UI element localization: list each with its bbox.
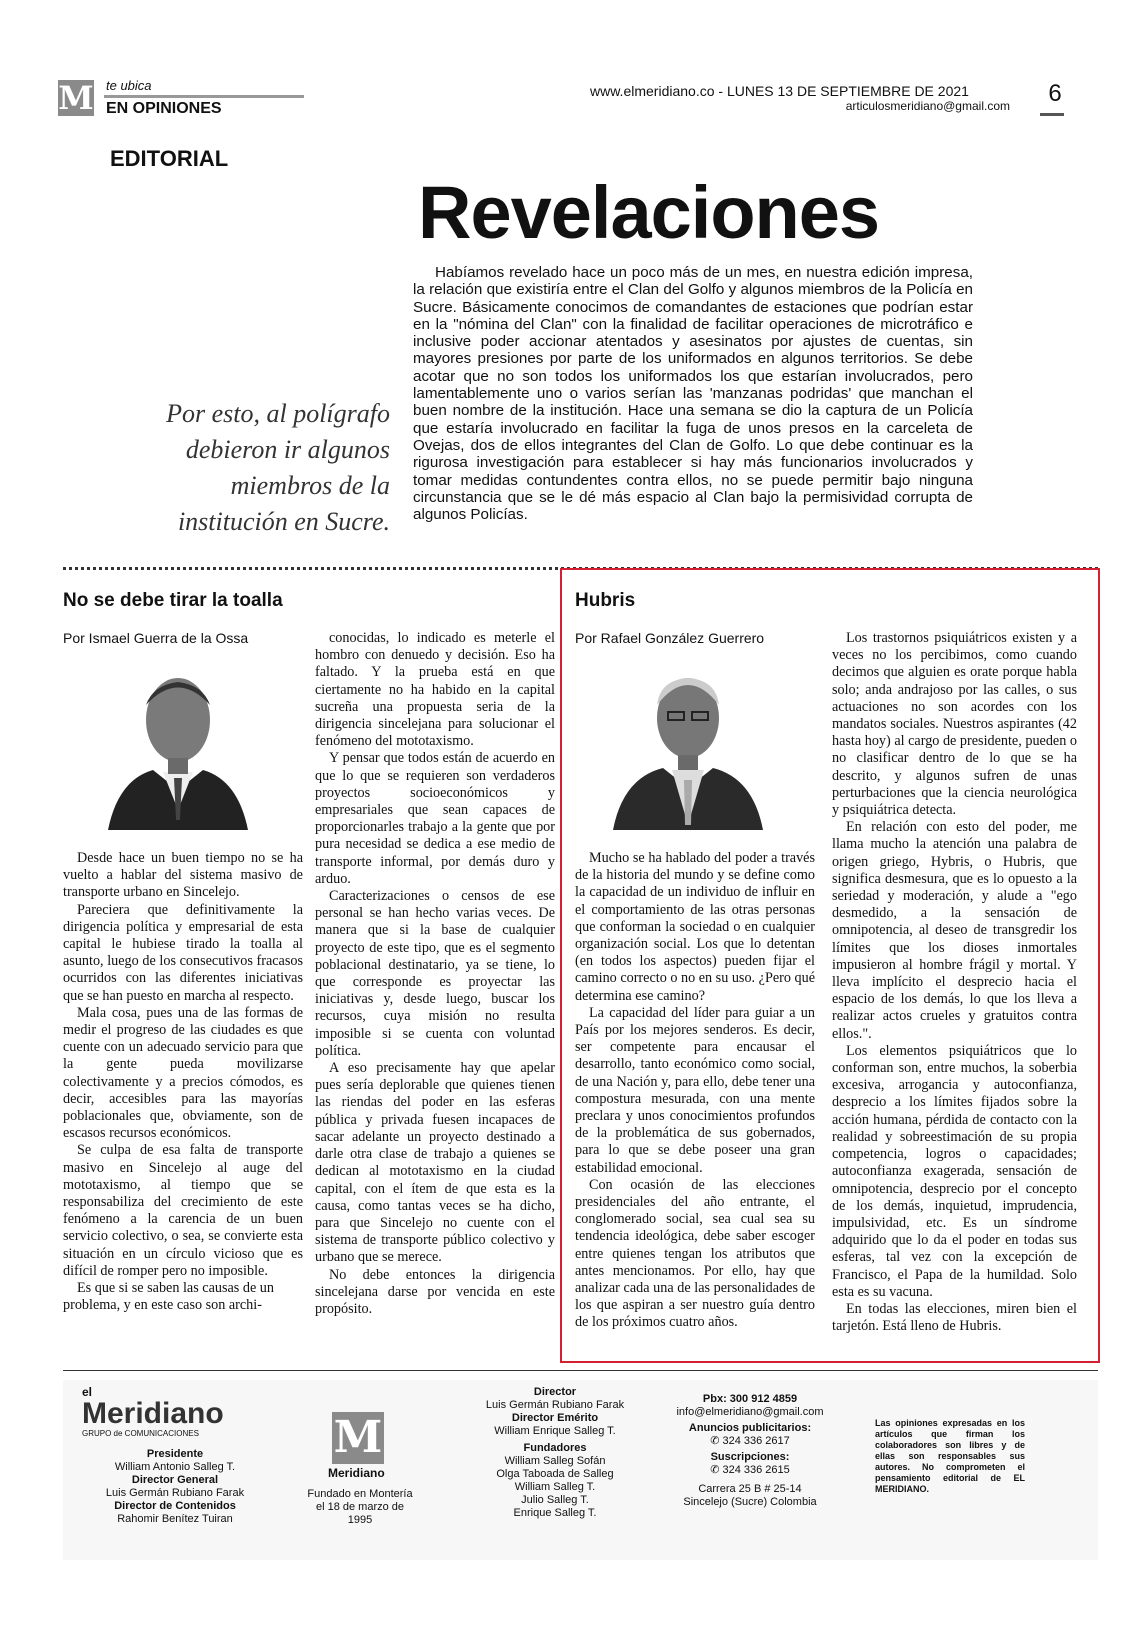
seal-name: Meridiano	[328, 1466, 385, 1480]
paragraph: En todas las elecciones, miren bien el tarjetón. Está lleno de Hubris.	[832, 1300, 1077, 1335]
fundador: William Salleg T.	[514, 1481, 596, 1493]
paragraph: La capacidad del líder para guiar a un País por los mejores senderos. Es decir, ser competente para encausar el desarrollo, tanto económico como social, de una Nación y, para ello, debe tener una compostura mesurada, con una mente preclara y unos conocimientos profundos de la problemática de sus gobernados, para lo que se debe poseer una gran estabilidad emocional.	[575, 1004, 815, 1176]
author2-photo	[608, 660, 768, 830]
paragraph: A eso precisamente hay que apelar pues sería deplorable que quienes tienen las riendas del poder en las esferas pública y privada fuesen incapaces de sacar adelante un proyecto destinado a darle otra clase de trabajo a quienes se dedican al mototaxismo en la ciudad capital, con el ítem de que esta es la causa, como tantas veces se ha dicho, para que Sincelejo no cuente con el sistema de transporte público colectivo y urbano que se merece.	[315, 1060, 555, 1266]
anuncios-phone: 324 336 2617	[722, 1435, 790, 1447]
paragraph: Mucho se ha hablado del poder a través de la historia del mundo y se define como la capacidad de un individuo de influir en el comportamiento de las otras personas que conforman la sociedad o en cualquier organización social. Los que lo detentan (en todos los aspectos) pueden fijar el camino correcto o no en su uso. ¿Pero qué determina ese camino?	[575, 850, 815, 1004]
paragraph: Caracterizaciones o censos de ese personal se han hecho varias veces. De manera que si la base de cualquier proyecto de este tipo, que es el segmento poblacional destinatario, ya se tiene, lo que corresponde es proyectar las iniciativas y, desde luego, buscar los recursos, cuya misión no resulta imposible si se cuenta con voluntad política.	[315, 888, 555, 1059]
footer-rule	[63, 1370, 1098, 1371]
editorial-title: Revelaciones	[418, 171, 880, 254]
dirgen: Luis Germán Rubiano Farak	[105, 1487, 245, 1499]
founded: Fundado en Montería el 18 de marzo de 1995	[307, 1488, 413, 1526]
emerito-label: Director Emérito	[511, 1412, 599, 1424]
whatsapp-icon: ✆	[710, 1464, 723, 1476]
article1-byline: Por Ismael Guerra de la Ossa	[63, 630, 249, 646]
whatsapp-icon: ✆	[710, 1435, 723, 1447]
fundador: Enrique Salleg T.	[513, 1507, 597, 1519]
brand-sub: GRUPO de COMUNICACIONES	[82, 1429, 199, 1438]
contenidos-label: Director de Contenidos	[114, 1500, 236, 1512]
address-line2: Sincelejo (Sucre) Colombia	[683, 1496, 817, 1508]
paragraph: Es que si se saben las causas de un problema, y en este caso son archi-	[63, 1280, 274, 1314]
address-line1: Carrera 25 B # 25-14	[698, 1483, 802, 1495]
article2-col2	[832, 630, 1077, 1335]
paragraph: Se culpa de esa falta de transporte masivo en Sincelejo al auge del mototaxismo, al tiempo que se responsabiliza del crecimiento de este fenómeno a la carencia de un buen servicio colectivo, o sea, se convierte esta situación en un círculo vicioso que es difícil de romper pero no imposible.	[63, 1142, 303, 1279]
brand-el: el	[82, 1385, 93, 1399]
director: Luis Germán Rubiano Farak	[485, 1399, 625, 1411]
paragraph: Los elementos psiquiátricos que lo conforman son, entre muchos, la soberbia excesiva, arrogancia y autoconfianza, desprecio a los límites fijados sobre la acción humana, pérdida de contacto con la realidad y sobreestimación de su propia competencia, logros o capacidades; autoconfianza exagerada, sensación de omnipotencia, desprecio por el concepto de los demás, inquietud, imprudencia, impulsividad, etc. Es un síndrome adquirido que lo da el poder en todas sus esferas, tal vez con la excepción de Francisco, el Papa de la humildad. Solo esta es su vacuna.	[832, 1042, 1077, 1300]
contenidos: Rahomir Benítez Tuiran	[117, 1513, 233, 1525]
anuncios-label: Anuncios publicitarios:	[688, 1422, 812, 1434]
paragraph: En relación con esto del poder, me llama mucho la atención una palabra de origen griego, Hybris, o Hubris, que significa desmesura, que es lo opuesto a la seriedad y moderación, y alude a "ego desmedido, a la sensación de omnipotencia, al deseo de transgredir los límites que los dioses inmortales impusieron al hombre frágil y mortal. Y lleva implícito el desprecio hacia el espacio de los demás, lo que los lleva a realizar actos crueles y gratuitos contra ellos.".	[832, 819, 1077, 1042]
fundador: Julio Salleg T.	[521, 1494, 589, 1506]
fundador: William Salleg Sofán	[504, 1455, 606, 1467]
presidente: William Antonio Salleg T.	[114, 1461, 236, 1473]
article2-col1	[575, 850, 815, 1332]
fundador: Olga Taboada de Salleg	[496, 1468, 614, 1480]
header-rule	[104, 95, 304, 98]
pull-quote: Por esto, al polígrafo debieron ir algunos miembros de la institución en Sucre.	[166, 399, 390, 536]
paragraph: Mala cosa, pues una de las formas de medir el progreso de las ciudades es que cuente con un adecuado servicio para que la gente pueda movilizarse colectivamente y a precios cómodos, es decir, accesibles para las mayorías poblacionales que, obviamente, son de escasos recursos económicos.	[63, 1004, 303, 1142]
site-date: www.elmeridiano.co - LUNES 13 DE SEPTIEMBRE DE 2021	[590, 83, 969, 99]
footer-brand	[82, 1385, 252, 1438]
paragraph: Los trastornos psiquiátricos existen y a veces no los percibimos, como cuando decimos que alguien es orate porque habla solo; anda andrajoso por las calles, o sus actuaciones no son acordes con los mandatos sociales. Nuestros aspirantes (42 hasta hoy) al cargo de presidente, pueden o no clasificar dentro de lo que se ha descrito, y algunos sufren de unas perturbaciones que la ciencia neurológica y psiquiátrica detecta.	[832, 630, 1077, 819]
article2-title: Hubris	[575, 590, 636, 611]
article1-col2	[315, 630, 555, 1318]
dirgen-label: Director General	[131, 1474, 219, 1486]
paragraph: Pareciera que definitivamente la dirigencia política y empresarial de esta capital le hubiese tirado la toalla al asunto, luego de los consecutivos fracasos ocurridos con las diferentes iniciativas que se han puesto en marcha al respecto.	[63, 901, 303, 1004]
seal-logo: M	[333, 1412, 383, 1463]
brand-name: Meridiano	[82, 1397, 224, 1430]
editorial-body: Habíamos revelado hace un poco más de un mes, en nuestra edición impresa, la relación que existiría entre el Clan del Golfo y algunos miembros de la Policía en Sucre. Básicamente conocimos de comandantes de estaciones que podrían estar en la "nómina del Clan" con la finalidad de facilitar operaciones de microtráfico e inclusive poder accionar atentados y asesinatos por ajustes de cuentas, sin mayores presiones por parte de los uniformados en algunos territorios. Se debe acotar que no son todos los uniformados los que estarían involucrados, pero lamentablemente uno o varios serían las 'manzanas podridas' que manchan el buen nombre de la institución. Hace una semana se dio la captura de un Policía que estaría involucrado en facilitar la fuga de unos presos en la carceleta de Ovejas, dos de ellos integrantes del Clan de Golfo. Lo que debe continuar es la rigurosa investigación para establecer si hay más funcionarios involucrados y tomar medidas contundentes contra ellos, no se puede permitir bajo ninguna circunstancia que se le dé más espacio al Clan bajo la permisividad corrupta de algunos Policías.	[413, 264, 973, 524]
footer-staff	[70, 1448, 280, 1526]
footer-directors	[470, 1386, 640, 1520]
meridiano-logo: M	[58, 79, 94, 117]
article1-title: No se debe tirar la toalla	[63, 590, 283, 611]
paragraph: conocidas, lo indicado es meterle el hombro con denuedo y decisión. Eso ha faltado. Y la prueba está en que ciertamente no ha habido en la capital sucreña una propuesta seria de la dirigencia sincelejana para solucionar el fenómeno del mototaxismo.	[315, 630, 555, 750]
article2-byline: Por Rafael González Guerrero	[575, 630, 765, 646]
pbx: Pbx: 300 912 4859	[702, 1393, 798, 1405]
paragraph: Desde hace un buen tiempo no se ha vuelto a hablar del sistema masivo de transporte urbano en Sincelejo.	[63, 850, 303, 901]
section-label: EN OPINIONES	[106, 100, 222, 117]
paragraph: No debe entonces la dirigencia sincelejana darse por vencida en este propósito.	[315, 1266, 555, 1317]
tagline: te ubica	[106, 78, 152, 93]
emerito: William Enrique Salleg T.	[494, 1425, 616, 1437]
footer-email: info@elmeridiano@gmail.com	[676, 1406, 824, 1418]
author1-photo	[98, 660, 258, 830]
editorial-label: EDITORIAL	[110, 146, 229, 171]
director-label: Director	[533, 1386, 577, 1398]
page-number-rule	[1040, 113, 1064, 116]
paragraph: Con ocasión de las elecciones presidenciales del año entrante, el conglomerado social, sea cual sea su tendencia ideológica, debe saber escoger entre quienes tengan los atributos que antes mencionamos. Por ello, hay que analizar cada una de las personalidades de los que aspiran a ser nuestro guía dentro de los próximos cuatro años.	[575, 1176, 815, 1331]
article1-col1	[63, 850, 303, 1314]
presidente-label: Presidente	[146, 1448, 204, 1460]
page-number: 6	[1048, 80, 1062, 107]
suscripciones-label: Suscripciones:	[710, 1451, 790, 1463]
disclaimer: Las opiniones expresadas en los artículos que firman los colaboradores son libres y de ellas son responsables sus autores. No comprometen el pensamiento editorial de EL MERIDIANO.	[875, 1418, 1025, 1494]
suscripciones-phone: 324 336 2615	[722, 1464, 790, 1476]
paragraph: Y pensar que todos están de acuerdo en que lo que se requieren son verdaderos proyectos socioeconómicos y empresariales que sean capaces de proporcionarles trabajo a la gente que por pura necesidad se dedica a ese medio de transporte informal, por demás duro y arduo.	[315, 750, 555, 887]
fundadores-label: Fundadores	[523, 1442, 587, 1454]
header-email: articulosmeridiano@gmail.com	[845, 99, 1010, 113]
footer-contact	[675, 1393, 825, 1509]
